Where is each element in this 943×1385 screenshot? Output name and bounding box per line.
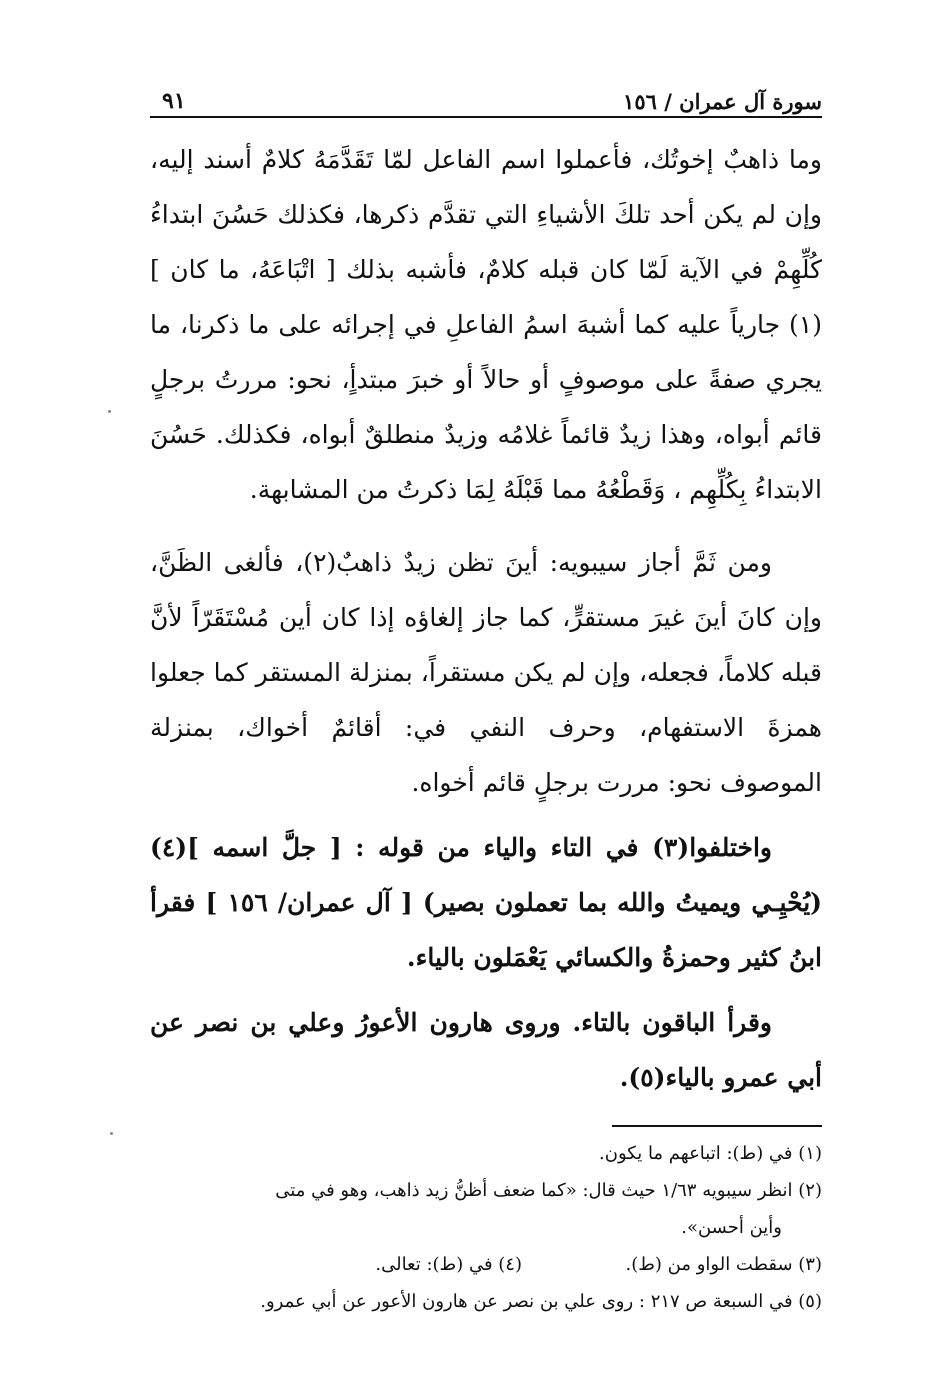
running-title: سورة آل عمران / ١٥٦ bbox=[623, 89, 822, 114]
footnote-divider bbox=[612, 1125, 822, 1127]
footnote-row-3-4 bbox=[150, 1246, 822, 1283]
document-page bbox=[150, 78, 822, 1320]
footnotes bbox=[150, 1135, 822, 1320]
paragraph-4: وقرأ الباقون بالتاء. وروى هارون الأعورُ وعلي بن نصر عن أبي عمرو بالياء(٥). bbox=[150, 1008, 822, 1092]
footnote-3: (٣) سقطت الواو من (ط). bbox=[625, 1254, 822, 1275]
footnote-5: (٥) في السبعة ص ٢١٧ : روى علي بن نصر عن هارون الأعور عن أبي عمرو. bbox=[260, 1291, 822, 1312]
footnote-2-line-1: (٢) انظر سيبويه ١/٦٣ حيث قال: «كما ضعف أظنُّ زيد ذاهب، وهو في متى bbox=[275, 1180, 822, 1201]
paragraph-2: ومن ثَمَّ أجاز سيبويه: أينَ تظن زيدٌ ذاهبٌ(٢)، فألغى الظَنَّ، وإن كانَ أينَ غيرَ مستقرٍّ، كما جاز إلغاؤه إذا كان أين مُسْتَقَرّاً لأنَّ قبله كلاماً، فجعله، وإن لم يكن مستقراً، بمنزلة المستقر كما جعلوا همزةَ الاستفهام، وحرف النفي في: أقائمٌ أخواك، بمنزلة الموصوف نحو: مررت برجلٍ قائم أخواه. bbox=[150, 548, 822, 797]
page-number: ٩١ bbox=[162, 88, 186, 114]
scan-speck bbox=[108, 410, 111, 413]
footnote-4: (٤) في (ط): تعالى. bbox=[375, 1254, 522, 1275]
paragraph-3: واختلفوا(٣) في التاء والياء من قوله : [ جلَّ اسمه ](٤) (يُحْيِـي ويميتُ والله بما تعملون بصير) [ آل عمران/ ١٥٦ ] فقرأ ابنُ كثير وحمزةُ والكسائي يَعْمَلون بالياء. bbox=[150, 833, 823, 972]
paragraph-1: وما ذاهبٌ إخوتُك، فأعملوا اسم الفاعل لمّا تَقَدَّمَهُ كلامٌ أسند إليه، وإن لم يكن أحد تلكَ الأشياءِ التي تقدَّم ذكرها، فكذلك حَسُنَ ابتداءُ كُلِّهِمْ في الآية لَمّا كان قبله كلامٌ، فأشبه بذلك [ اتْبَاعَهُ، ما كان ](١) جارياً عليه كما أشبهَ اسمُ الفاعلِ في إجرائه على ما ذكرنا، ما يجري صفةً على موصوفٍ أو حالاً أو خبرَ مبتدأٍ، نحو: مررتُ برجلٍ قائم أبواه، وهذا زيدٌ قائماً غلامُه وزيدٌ منطلقٌ أبواه، فكذلك. حَسُنَ الابتداءُ بِكُلِّهِم ، وَقَطْعُهُ مما قَبْلَهُ لِمَا ذكرتُ من المشابهة. bbox=[150, 145, 822, 504]
footnote-1: (١) في (ط): اتباعهم ما يكون. bbox=[599, 1143, 822, 1164]
scan-speck bbox=[110, 1132, 113, 1135]
main-text bbox=[150, 132, 822, 1105]
footnote-2 bbox=[150, 1172, 822, 1246]
footnote-2-line-2: وأين أحسن». bbox=[681, 1217, 782, 1238]
page-header bbox=[150, 78, 822, 118]
